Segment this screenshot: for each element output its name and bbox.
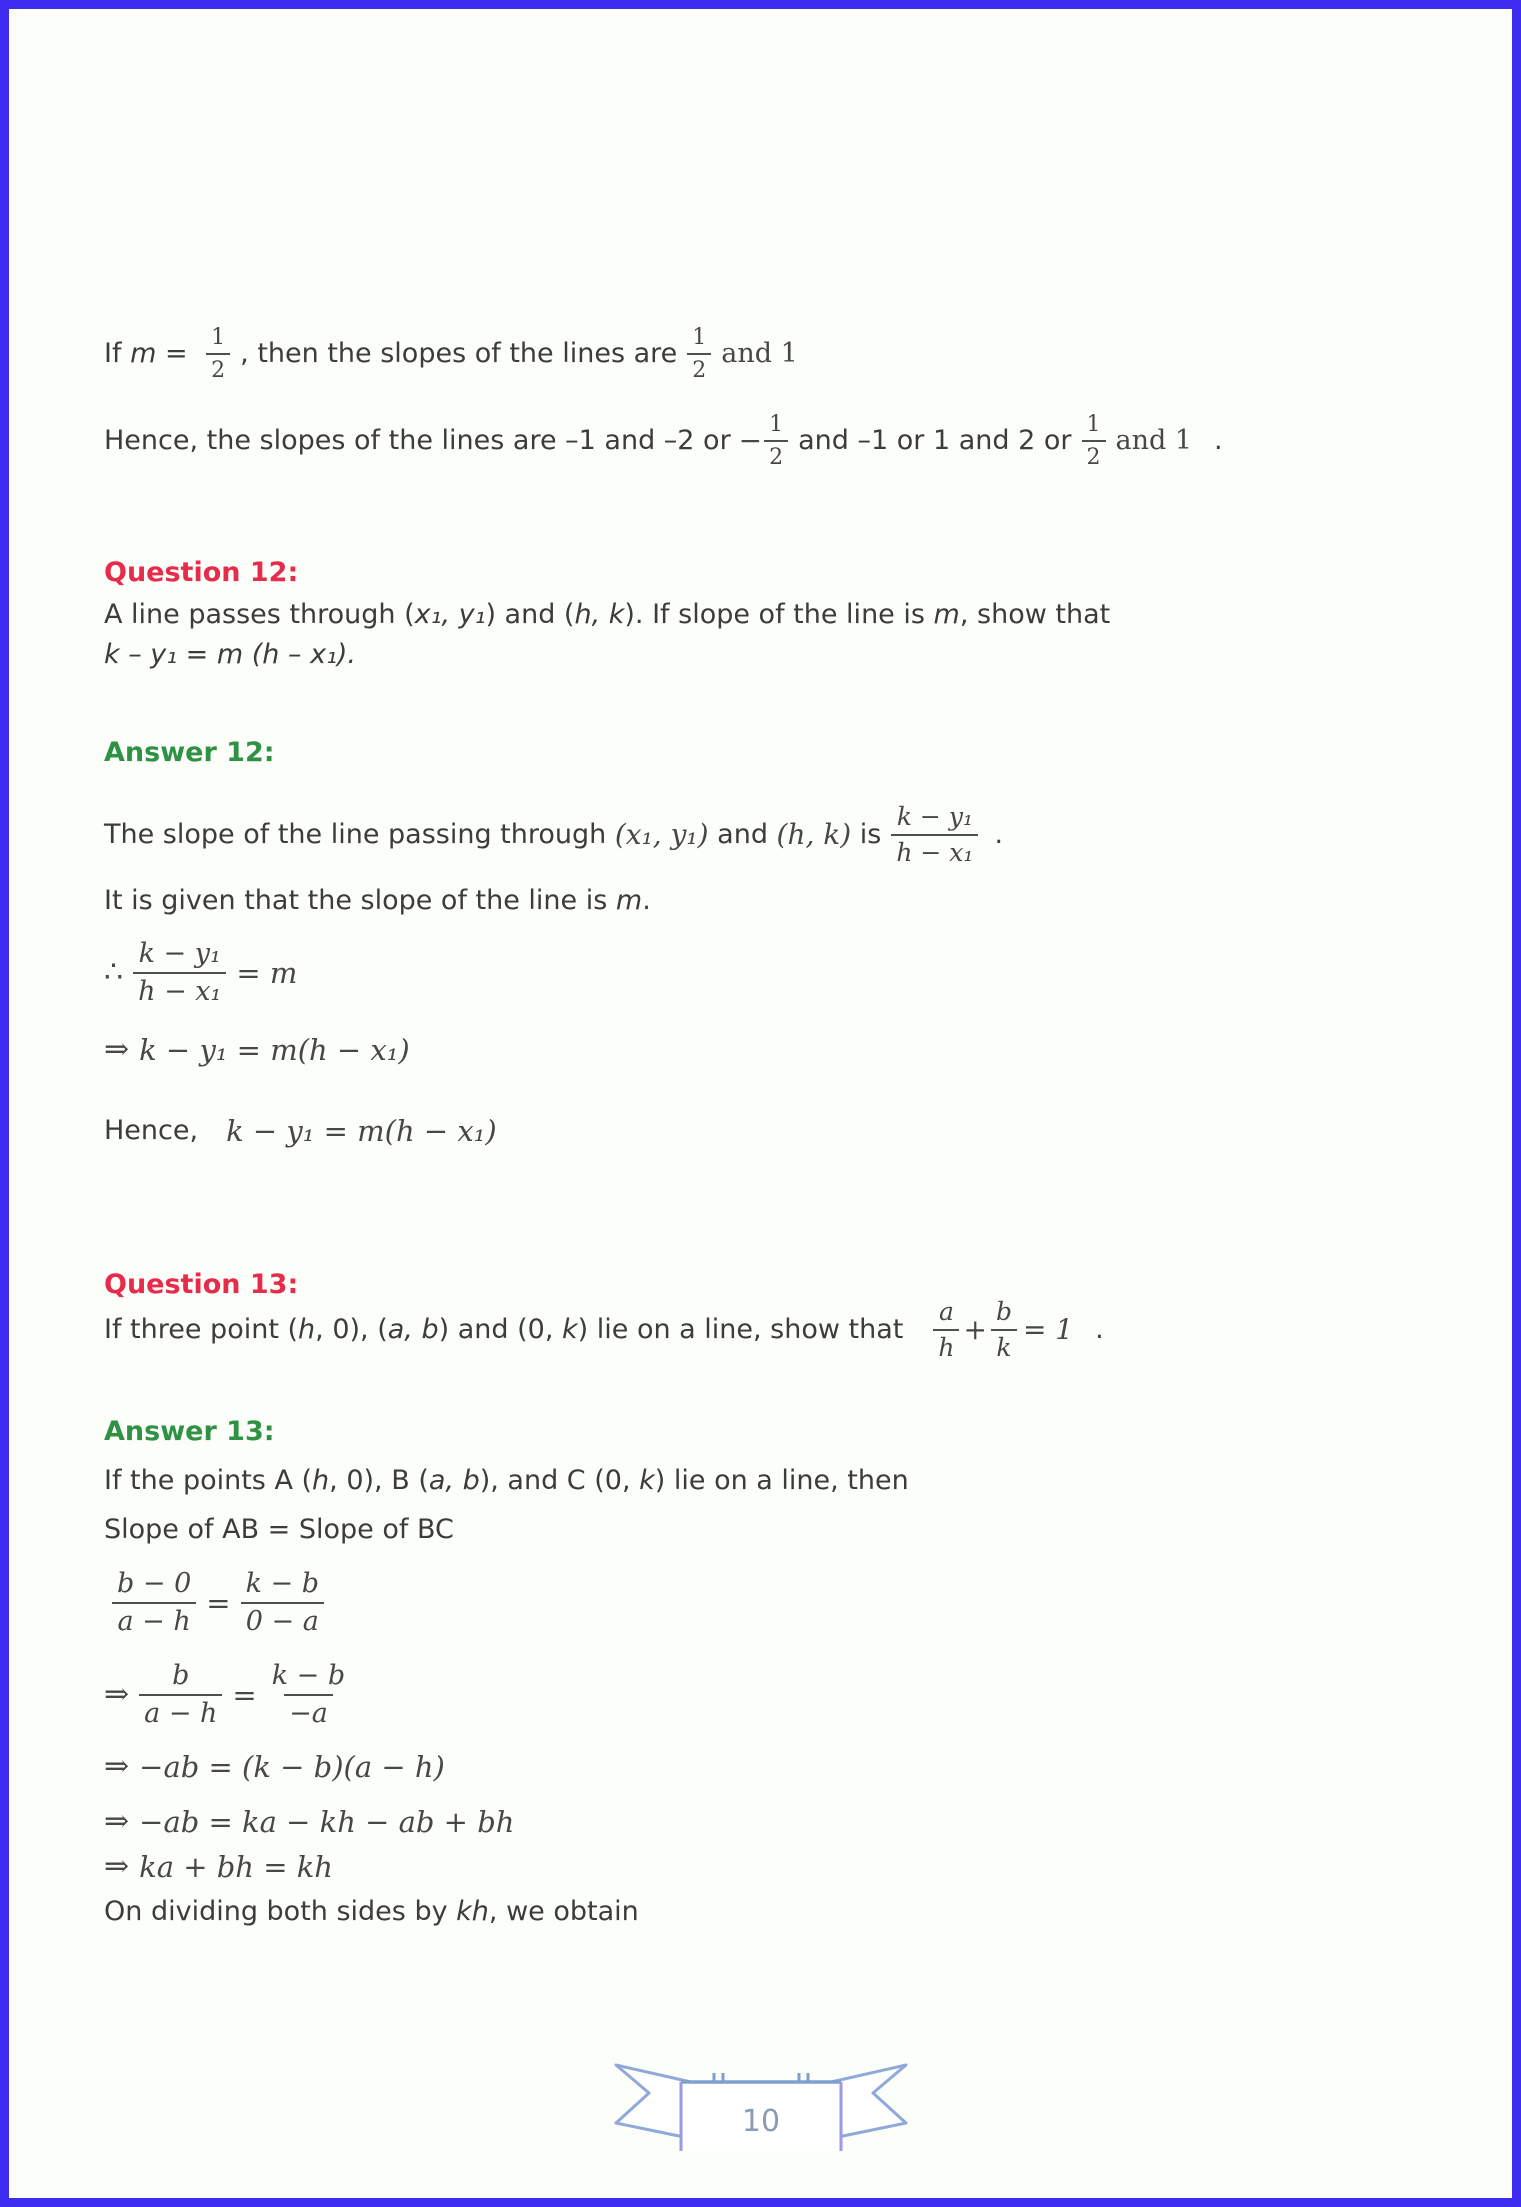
text: , then the slopes of the lines are [240, 338, 678, 369]
math-var: k [561, 1314, 578, 1345]
answer-13-equation-3 [104, 1742, 445, 1792]
question-12-text-line-1 [104, 598, 1110, 632]
math-expression: ka + bh = kh [139, 1850, 333, 1884]
fraction-numerator: 1 [769, 411, 784, 437]
fraction [687, 326, 711, 382]
text: Hence, the slopes of the lines are –1 and –2 or [104, 425, 731, 456]
period: . [1095, 1314, 1104, 1345]
implies-symbol: ⇒ [104, 1849, 130, 1884]
text: Hence, [104, 1115, 199, 1146]
math-expression: −ab = ka − kh − ab + bh [139, 1805, 515, 1839]
answer-13-equation-5 [104, 1842, 333, 1892]
fraction-denominator: h [933, 1329, 959, 1361]
text: ) lie on a line, then [654, 1465, 909, 1496]
math-var: m [130, 338, 157, 369]
implies-symbol: ⇒ [104, 1804, 130, 1839]
text: . [642, 885, 651, 916]
fraction [267, 1659, 350, 1729]
answer-13-equation-1 [104, 1559, 334, 1647]
answer-12-equation-2 [104, 1025, 410, 1075]
fraction-numerator: 1 [1086, 411, 1101, 437]
math-var: m [615, 885, 643, 916]
fraction-denominator: 2 [1082, 440, 1106, 469]
text: If three point ( [104, 1314, 299, 1345]
text: , show that [959, 599, 1111, 630]
fraction [764, 413, 788, 469]
page-number-ribbon-icon [611, 2055, 911, 2155]
math-expression: = 1 [1022, 1313, 1074, 1346]
plus-sign: + [963, 1313, 987, 1346]
answer-13-line-2: Slope of AB = Slope of BC [104, 1514, 454, 1545]
text: and –1 or 1 and 2 or [798, 425, 1072, 456]
intro-line-2 [104, 404, 1223, 478]
text: = [156, 338, 197, 369]
math-var: a, b [387, 1314, 439, 1345]
answer-12-heading: Answer 12: [104, 737, 275, 768]
answer-13-equation-2 [104, 1651, 360, 1739]
fraction-denominator: 2 [687, 353, 711, 382]
math-var: h [298, 1314, 316, 1345]
fraction [133, 937, 226, 1007]
answer-13-equation-4 [104, 1797, 514, 1847]
fraction [241, 1567, 324, 1637]
math-expression: k − y₁ = m(h − x₁) [139, 1033, 410, 1067]
text: On dividing both sides by [104, 1896, 457, 1927]
text: ) and (0, [438, 1314, 562, 1345]
text: If [104, 338, 131, 369]
fraction-numerator: b − 0 [117, 1567, 192, 1599]
fraction-numerator: k − b [271, 1659, 346, 1691]
fraction-denominator: a − h [112, 1602, 195, 1636]
minus-sign: − [738, 424, 763, 457]
page-number: 10 [741, 2104, 780, 2139]
fraction-denominator: a − h [139, 1694, 222, 1728]
fraction [933, 1296, 959, 1362]
fraction-numerator: k − b [245, 1567, 319, 1599]
text: , 0), B ( [329, 1465, 429, 1496]
fraction-numerator: a [938, 1296, 954, 1326]
fraction [206, 326, 230, 382]
answer-13-line-1 [104, 1464, 909, 1498]
therefore-symbol: ∴ [104, 955, 124, 990]
math-expression: (x₁, y₁) [614, 818, 709, 851]
answer-12-line-2 [104, 884, 651, 918]
text: ). If slope of the line is [624, 599, 934, 630]
math-var: h [312, 1465, 330, 1496]
text: A line passes through ( [104, 599, 415, 630]
answer-13-heading: Answer 13: [104, 1416, 275, 1447]
fraction-numerator: 1 [211, 324, 226, 350]
question-13-text-line [104, 1287, 1104, 1373]
answer-13-line-3 [104, 1895, 639, 1929]
text: and [708, 819, 777, 850]
period: . [994, 819, 1004, 850]
text: and 1 [1115, 425, 1193, 456]
fraction [991, 1296, 1017, 1362]
fraction [1082, 413, 1106, 469]
question-12-heading: Question 12: [104, 557, 299, 588]
text: ) lie on a line, show that [577, 1314, 904, 1345]
fraction-denominator: 2 [764, 440, 788, 469]
fraction [112, 1567, 196, 1637]
period: . [1214, 425, 1223, 456]
fraction-denominator: 0 − a [241, 1602, 324, 1636]
text: ), and C (0, [479, 1465, 640, 1496]
math-var: x₁, y₁ [414, 599, 486, 630]
math-expression: (h, k) [776, 818, 852, 851]
math-var: a, b [428, 1465, 480, 1496]
implies-symbol: ⇒ [104, 1677, 130, 1712]
fraction-numerator: k − y₁ [138, 937, 221, 969]
fraction-denominator: 2 [206, 353, 230, 382]
math-expression: −ab = (k − b)(a − h) [139, 1750, 445, 1784]
answer-12-equation-1 [104, 925, 297, 1021]
text: The slope of the line passing through [104, 819, 615, 850]
math-var: h, k [574, 599, 625, 630]
math-expression: k − y₁ = m(h − x₁) [226, 1114, 497, 1148]
math-var: k [639, 1465, 655, 1496]
text: , 0), ( [315, 1314, 388, 1345]
text: ) and ( [485, 599, 575, 630]
answer-12-line-1 [104, 787, 1003, 883]
math-var: kh [456, 1896, 489, 1927]
question-12-text-line-2: k – y₁ = m (h – x₁). [104, 639, 357, 670]
text: If the points A ( [104, 1465, 313, 1496]
fraction-numerator: 1 [692, 324, 707, 350]
fraction-denominator: h − x₁ [891, 834, 978, 866]
fraction-denominator: −a [284, 1694, 333, 1728]
text: is [851, 819, 882, 850]
fraction-numerator: k − y₁ [896, 801, 973, 831]
implies-symbol: ⇒ [104, 1032, 130, 1067]
text: It is given that the slope of the line is [104, 885, 616, 916]
equals-sign: = [232, 1678, 257, 1712]
math-expression: = m [236, 956, 298, 990]
text: and 1 [721, 338, 798, 369]
fraction-numerator: b [995, 1296, 1012, 1326]
text: , we obtain [488, 1896, 639, 1927]
implies-symbol: ⇒ [104, 1749, 130, 1784]
math-var: m [933, 599, 960, 630]
fraction-denominator: h − x₁ [133, 972, 226, 1006]
fraction-denominator: k [991, 1329, 1016, 1361]
fraction [891, 801, 978, 867]
answer-12-hence-line [104, 1105, 497, 1157]
equals-sign: = [206, 1586, 231, 1620]
fraction [139, 1659, 222, 1729]
intro-line-1 [104, 317, 798, 391]
fraction-numerator: b [172, 1659, 190, 1691]
question-13-heading: Question 13: [104, 1269, 299, 1300]
